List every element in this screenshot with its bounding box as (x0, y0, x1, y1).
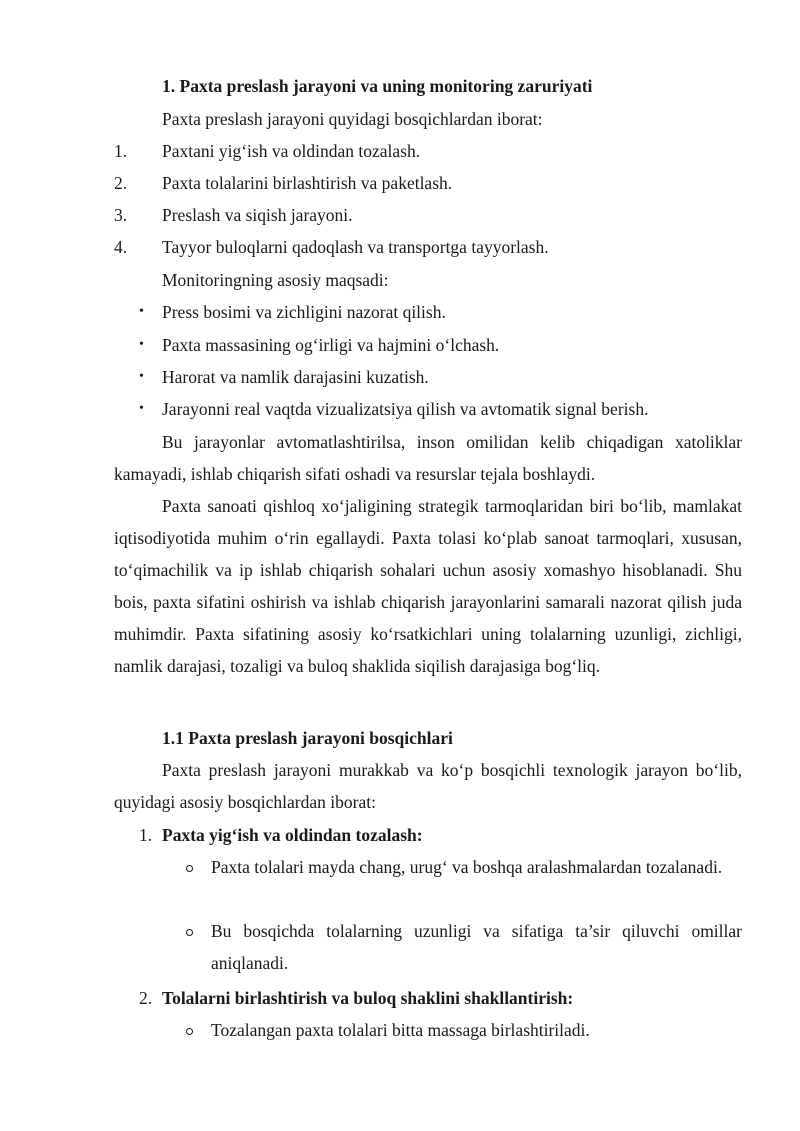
step-text: Paxtani yig‘ish va oldindan tozalash. (162, 141, 421, 161)
circle-bullet-icon (186, 865, 193, 872)
step-text: Tayyor buloqlarni qadoqlash va transportga tayyorlash. (162, 237, 549, 257)
stage-item: Paxta tolalari mayda chang, urug‘ va boshqa aralashmalardan tozalanadi. (211, 857, 723, 877)
bullet-icon: • (139, 304, 144, 319)
stage-number: 1. (139, 825, 153, 845)
step-number: 2. (114, 173, 128, 193)
intro-text: Paxta preslash jarayoni quyidagi bosqichlardan iborat: (162, 109, 543, 129)
stage-item: Bu bosqichda tolalarning uzunligi va sifatiga ta’sir qiluvchi omillar aniqlanadi. (211, 921, 742, 973)
bullet-text: Paxta massasining og‘irligi va hajmini o‘lchash. (162, 335, 500, 355)
bullet-text: Jarayonni real vaqtda vizualizatsiya qilish va avtomatik signal berish. (162, 399, 649, 419)
paragraph: Bu jarayonlar avtomatlashtirilsa, inson omilidan kelib chiqadigan xatoliklar kamayadi, ishlab chiqarish sifati oshadi va resurslar tejala boshlaydi. (114, 432, 742, 484)
bullet-icon: • (139, 401, 144, 416)
bullet-icon: • (139, 369, 144, 384)
step-text: Paxta tolalarini birlashtirish va paketlash. (162, 173, 453, 193)
bullet-icon: • (139, 337, 144, 352)
stage-title: Tolalarni birlashtirish va buloq shaklini shakllantirish: (162, 988, 574, 1008)
paragraph: Paxta sanoati qishloq xo‘jaligining strategik tarmoqlaridan biri bo‘lib, mamlakat iqtisodiyotida muhim o‘rin egallaydi. Paxta tolasi ko‘plab sanoat tarmoqlari, xususan, to‘qimachilik va ip ishlab chiqarish sohalari uchun asosiy xomashyo hisoblanadi. Shu bois, paxta sifatini oshirish va ishlab chiqarish jarayonlarini samarali nazorat qilish juda muhimdir. Paxta sifatining asosiy ko‘rsatkichlari uning tolalarning uzunligi, zichligi, namlik darajasi, tozaligi va buloq shaklida siqilish darajasiga bog‘liq. (114, 496, 742, 676)
step-number: 1. (114, 141, 128, 161)
bullet-text: Harorat va namlik darajasini kuzatish. (162, 367, 429, 387)
paragraph: Paxta preslash jarayoni murakkab va ko‘p bosqichli texnologik jarayon bo‘lib, quyidagi asosiy bosqichlardan iborat: (114, 760, 742, 812)
step-number: 4. (114, 237, 128, 257)
circle-bullet-icon (186, 1028, 193, 1035)
circle-bullet-icon (186, 929, 193, 936)
step-text: Preslash va siqish jarayoni. (162, 205, 353, 225)
stage-item: Tozalangan paxta tolalari bitta massaga birlashtiriladi. (211, 1020, 590, 1040)
section-heading: 1. Paxta preslash jarayoni va uning monitoring zaruriyati (162, 76, 593, 96)
stage-number: 2. (139, 988, 153, 1008)
bullet-text: Press bosimi va zichligini nazorat qilish. (162, 302, 446, 322)
subsection-heading: 1.1 Paxta preslash jarayoni bosqichlari (162, 728, 453, 748)
stage-title: Paxta yig‘ish va oldindan tozalash: (162, 825, 423, 845)
monitoring-intro: Monitoringning asosiy maqsadi: (162, 270, 389, 290)
step-number: 3. (114, 205, 128, 225)
